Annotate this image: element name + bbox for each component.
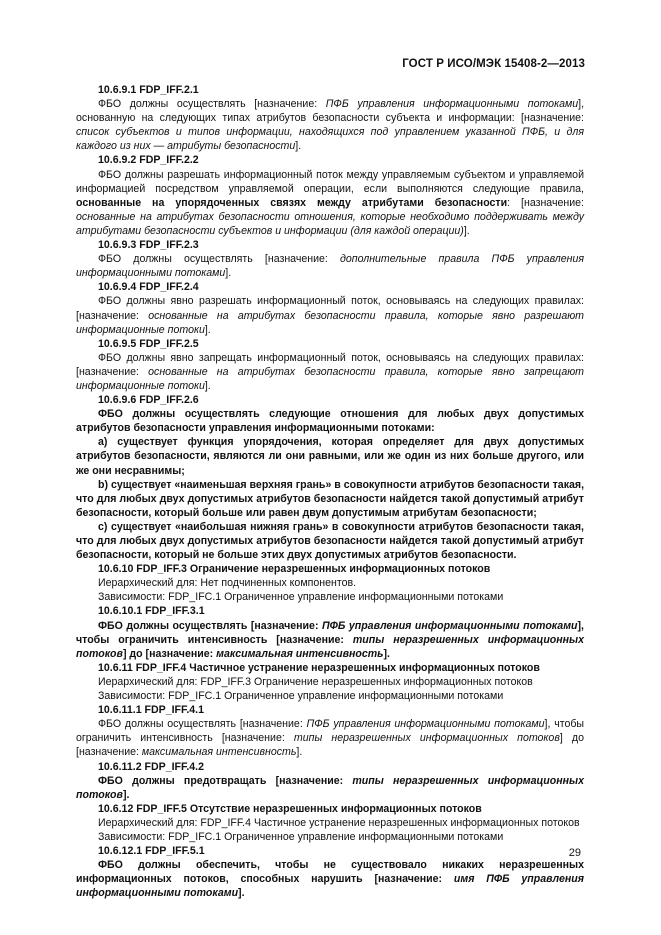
dependency-line: Зависимости: FDP_IFC.1 Ограниченное управление информационными потоками [98, 690, 504, 703]
hierarchy-line: Иерархический для: Нет подчиненных компонентов. [98, 577, 357, 590]
paragraph: ФБО должны обеспечить, чтобы не существовало никаких неразрешенных информационных потоков, способных нарушить [назначение: имя ПФБ управления информационными потоками]. [76, 859, 584, 900]
page-number: 29 [568, 847, 581, 859]
paragraph: ФБО должны предотвращать [назначение: типы неразрешенных информационных потоков]. [76, 774, 584, 801]
section-heading: 10.6.12.1 FDP_IFF.5.1 [98, 845, 205, 858]
standard-header: ГОСТ Р ИСО/МЭК 15408-2—2013 [402, 58, 585, 70]
paragraph: ФБО должны явно запрещать информационный поток, основываясь на следующих правилах: [назначение: основанные на атрибутах безопасности правила, которые явно запрещают информационные потоки]. [76, 351, 585, 392]
section-heading: 10.6.9.3 FDP_IFF.2.3 [98, 239, 199, 252]
dependency-line: Зависимости: FDP_IFC.1 Ограниченное управление информационными потоками [98, 830, 504, 843]
dependency-line: Зависимости: FDP_IFC.1 Ограниченное управление информационными потоками [98, 591, 504, 604]
section-heading: 10.6.9.4 FDP_IFF.2.4 [98, 281, 199, 294]
hierarchy-line: Иерархический для: FDP_IFF.4 Частичное устранение неразрешенных информационных потоков [98, 816, 580, 829]
section-heading: 10.6.11 FDP_IFF.4 Частичное устранение неразрешенных информационных потоков [98, 661, 540, 674]
list-item: c) существует «наибольшая нижняя грань» в совокупности атрибутов безопасности такая, что для любых двух допустимых атрибутов безопасности найдется такой допустимый атрибут безопасности, который не больше этих двух допустимых атрибутов безопасности. [76, 520, 584, 562]
paragraph: ФБО должны осуществлять [назначение: ПФБ управления информационными потоками], основанную на следующих типах атрибутов безопасности субъекта и информации: [назначение: список субъектов и типов информации, находящихся под управлением указанной ПФБ, и для каждого из них — атрибуты безопасности]. [76, 98, 585, 153]
paragraph: ФБО должны осуществлять [назначение: ПФБ управления информационными потоками], чтобы ограничить интенсивность [назначение: типы неразрешенных информационных потоков] до [назначение: максимальная интенсивность]. [76, 718, 585, 759]
section-heading: 10.6.9.2 FDP_IFF.2.2 [98, 154, 199, 167]
section-heading: 10.6.10 FDP_IFF.3 Ограничение неразрешенных информационных потоков [98, 563, 491, 576]
hierarchy-line: Иерархический для: FDP_IFF.3 Ограничение неразрешенных информационных потоков [98, 675, 533, 688]
list-item: a) существует функция упорядочения, которая определяет для двух допустимых атрибутов безопасности, являются ли они равными, или же один из них больше другого, или же они несравнимы; [76, 436, 584, 477]
section-heading: 10.6.9.5 FDP_IFF.2.5 [98, 337, 199, 350]
document-body [76, 83, 584, 900]
paragraph: ФБО должны явно разрешать информационный поток, основываясь на следующих правилах: [назначение: основанные на атрибутах безопасности правила, которые явно разрешают информационные потоки]. [76, 295, 585, 336]
section-heading: 10.6.9.1 FDP_IFF.2.1 [98, 84, 199, 96]
paragraph: ФБО должны осуществлять [назначение: дополнительные правила ПФБ управления информационными потоками]. [76, 253, 584, 280]
section-heading: 10.6.9.6 FDP_IFF.2.6 [98, 394, 199, 407]
paragraph: ФБО должны осуществлять [назначение: ПФБ управления информационными потоками], чтобы ограничить интенсивность [назначение: типы неразрешенных информационных потоков] до [назначение: максимальная интенсивность]. [76, 619, 584, 660]
paragraph: ФБО должны осуществлять следующие отношения для любых двух допустимых атрибутов безопасности управления информационными потоками: [76, 408, 584, 435]
section-heading: 10.6.10.1 FDP_IFF.3.1 [98, 605, 205, 618]
section-heading: 10.6.11.2 FDP_IFF.4.2 [98, 760, 204, 773]
section-heading: 10.6.11.1 FDP_IFF.4.1 [98, 704, 204, 717]
section-heading: 10.6.12 FDP_IFF.5 Отсутствие неразрешенных информационных потоков [98, 802, 482, 815]
list-item: b) существует «наименьшая верхняя грань» в совокупности атрибутов безопасности такая, что для любых двух допустимых атрибутов безопасности найдется такой допустимый атрибут безопасности, который больше или равен двум допустимым атрибутам безопасности; [76, 478, 585, 519]
paragraph: ФБО должны разрешать информационный поток между управляемым субъектом и управляемой информацией посредством управляемой операции, если выполняются следующие правила, основанные на упорядоченных связях между атрибутами безопасности: [назначение: основанные на атрибутах безопасности отношения, которые необходимо поддерживать между атрибутами безопасности субъектов и информации (для каждой операции)]. [76, 168, 584, 237]
